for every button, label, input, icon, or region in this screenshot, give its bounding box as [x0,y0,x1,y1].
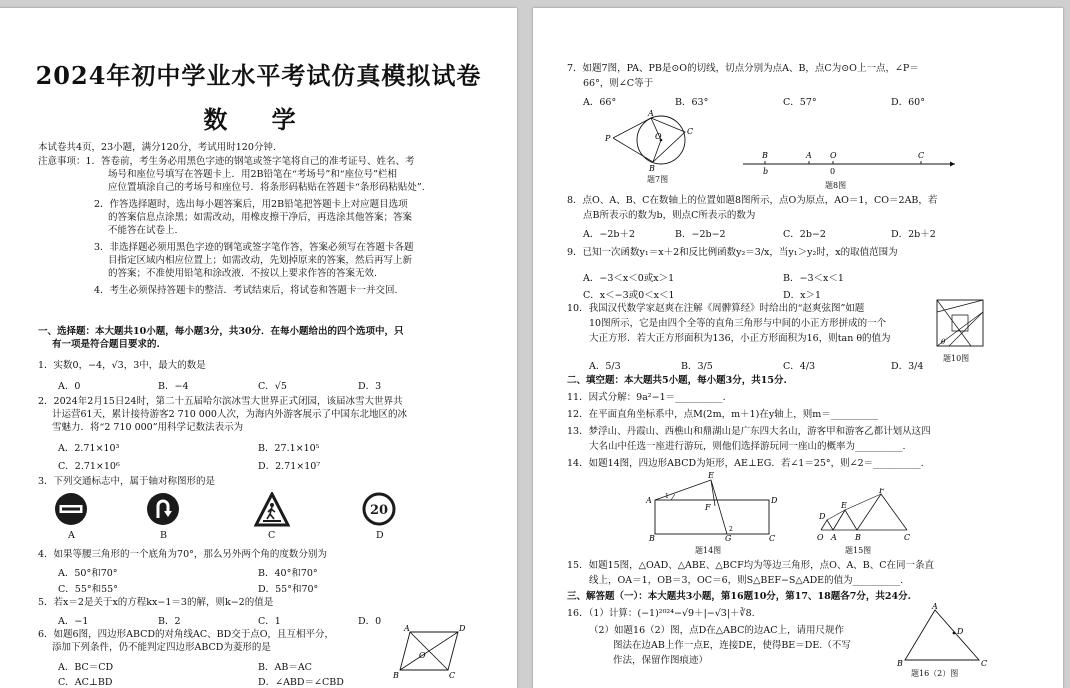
question-6: 添加下列条件，仍不能判定四边形ABCD为菱形的是 [52,642,271,653]
fig14-label: B [649,534,655,542]
fig15-label: O [817,533,824,542]
note-line: 4．考生必须保持答题卡的整洁．考试结束后，将试卷和答题卡一并交回. [94,285,398,296]
q4-option-d: D．55°和70° [258,584,319,595]
q7-option-a: A．66° [583,97,617,108]
fig7-label: O [655,132,662,141]
q10-option-c: C．4/3 [783,361,816,372]
q5-option-c: C．1 [258,616,281,627]
section-heading: 三、解答题（一）：本大题共3小题，第16题10分，第17、18题各7分，共24分. [567,591,911,602]
question-3: 3．下列交通标志中，属于轴对称图形的是 [38,476,216,487]
fig6-label: D [459,624,466,633]
figure-7-circle-tangents [603,108,703,172]
note-line: 不能答在试卷上. [108,225,178,236]
q1-option-b: B．−4 [158,381,189,392]
question-10: 大正方形．若大正方形面积为136，小正方形面积为16，则tan θ的值为 [589,333,891,344]
fig8-zero: 0 [830,167,836,176]
fig15-label: F [879,488,885,495]
note-line: 的答案；不准使用铅笔和涂改液．不按以上要求作答的答案无效. [108,268,378,279]
figure-8-number-line [741,146,961,178]
fig8-label: O [830,151,837,160]
q3-label-c: C [268,530,276,541]
q4-option-b: B．40°和70° [258,568,318,579]
question-4: 4．如果等腰三角形的一个底角为70°，那么另外两个角的度数分别为 [38,549,327,560]
q1-option-a: A．0 [58,381,81,392]
q6-option-b: B．AB＝AC [258,662,312,673]
note-line: 注意事项：1．答卷前，考生务必用黑色字迹的钢笔或签字笔将自己的准考证号、姓名、考 [38,156,415,167]
q3-label-b: B [160,530,167,541]
q8-option-c: C．2b−2 [783,229,826,240]
q2-option-a: A．2.71×10³ [58,443,120,454]
fig14-caption: 题14图 [695,546,722,555]
q7-option-c: C．57° [783,97,817,108]
fig6-label: A [404,624,410,633]
note-line: 场号和座位号填写在答题卡上．用2B铅笔在“考场号”和“座位号”栏相 [108,169,397,180]
figure-10-zhao-shuang-square [935,298,987,350]
q9-option-c: C．x＜−3或0＜x＜1 [583,290,675,301]
speed-limit-value: 20 [369,503,389,518]
fig15-label: E [841,501,847,510]
fig7-label: B [649,164,655,172]
question-16-part1: 16．（1）计算：(−1)²⁰²⁴−√9＋|−√3|＋∛8. [567,608,755,619]
q4-option-a: A．50°和70° [58,568,118,579]
question-8: 8．点O、A、B、C在数轴上的位置如题8图所示，点O为原点，AO＝1，CO＝2AB，若 [567,195,938,206]
q6-option-a: A．BC＝CD [58,662,114,673]
q7-option-b: B．63° [675,97,709,108]
question-15: 线上，OA＝1，OB＝3，OC＝6，则S△BEF−S△ADE的值为__________. [589,575,904,586]
q9-option-d: D．x＞1 [783,290,822,301]
fig14-label: E [708,471,714,480]
q9-option-b: B．−3＜x＜1 [783,273,844,284]
no-entry-sign-icon [54,492,88,526]
fig16-label: A [932,602,938,611]
note-line: 目指定区域内相应位置上；如需改动，先划掉原来的答案，然后再写上新 [108,255,413,266]
section-heading: 有一项是符合题目要求的. [52,339,160,350]
note-line: 2．作答选择题时，选出每小题答案后，用2B铅笔把答题卡上对应题目选项 [94,199,408,210]
fig15-label: C [904,533,911,542]
q10-option-b: B．3/5 [681,361,713,372]
fig8-label: C [918,151,925,160]
exam-title: 2024年初中学业水平考试仿真模拟试卷 [35,61,482,90]
fig14-label: F [705,503,711,512]
fig16-label: B [897,659,903,668]
fig8-label: A [806,151,812,160]
q3-label-d: D [376,530,384,541]
q2-option-d: D．2.71×10⁷ [258,461,321,472]
q8-option-b: B．−2b−2 [675,229,726,240]
question-6: 6．如题6图，四边形ABCD的对角线AC、BD交于点O，且互相平分， [38,629,335,640]
subject-title: 数 学 [203,105,314,134]
fig16-label: C [981,659,988,668]
question-15: 15．如题15图，△OAD、△ABE、△BCF均为等边三角形，点O、A、B、C在同一条直 [567,560,935,571]
fig8-label: b [763,167,769,176]
q4-option-c: C．55°和55° [58,584,118,595]
fig14-label: 2 [729,526,733,533]
question-11: 11．因式分解：9a²−1＝__________. [567,392,726,403]
q8-option-d: D．2b＋2 [891,229,936,240]
speed-limit-sign-icon [362,492,396,526]
question-2: 2．2024年2月15日24时，第二十五届哈尔滨冰雪大世界正式闭园，该届冰雪大世界共 [38,396,403,407]
q10-option-a: A．5/3 [589,361,621,372]
question-7: 66°，则∠C等于 [583,78,654,89]
question-7: 7．如题7图，PA、PB是⊙O的切线，切点分别为点A、B，点C为⊙O上一点，∠P＝ [567,63,919,74]
section-heading: 一、选择题：本大题共10小题，每小题3分，共30分．在每小题给出的四个选项中，只 [38,326,404,337]
q6-option-c: C．AC⊥BD [58,677,113,688]
note-line: 3．非选择题必须用黑色字迹的钢笔或签字笔作答，答案必须写在答题卡各题 [94,242,414,253]
section-heading: 二、填空题：本大题共5小题，每小题3分，共15分. [567,375,787,386]
fig6-label: C [449,671,456,680]
fig15-label: D [819,512,826,521]
fig15-label: A [831,533,837,542]
fig6-label: B [393,671,399,680]
question-5: 5．若x＝2是关于x的方程kx−1＝3的解，则k−2的值是 [38,597,274,608]
q9-option-a: A．−3＜x＜0或x＞1 [583,273,675,284]
fig15-label: B [855,533,861,542]
q3-label-a: A [68,530,75,541]
q5-option-b: B．2 [158,616,181,627]
fig14-label: 1 [665,493,669,500]
question-9: 9．已知一次函数y₁＝x＋2和反比例函数y₂＝3/x，当y₁＞y₂时，x的取值范围为 [567,247,898,258]
figure-15-equilateral-triangles [813,488,913,544]
pedestrian-crossing-sign-icon [254,492,290,528]
q5-option-d: D．0 [358,616,382,627]
figure-16-triangle [895,602,991,668]
question-2: 雪魅力．将“2 710 000”用科学记数法表示为 [52,422,244,433]
question-16-part2: 作法，保留作图痕迹） [613,655,709,666]
question-16-part2: 图法在边AB上作一点E，连接DE，使得BE＝DE.（不写 [613,640,851,651]
fig7-label: C [687,127,694,136]
question-10: 10图所示，它是由四个全等的直角三角形与中间的小正方形拼成的一个 [589,318,887,329]
question-14: 14．如题14图，四边形ABCD为矩形，AE⊥EG．若∠1＝25°，则∠2＝__________. [567,458,924,469]
question-12: 12．在平面直角坐标系中，点M(2m，m＋1)在y轴上，则m＝__________ [567,409,879,420]
note-line: 应位置填涂自己的考场号和座位号．将条形码粘贴在答题卡“条形码粘贴处”. [108,182,425,193]
q1-option-d: D．3 [358,381,382,392]
exam-page-left [0,8,517,688]
fig14-label: G [725,534,732,542]
q10-option-d: D．3/4 [891,361,924,372]
question-10: 10．我国汉代数学家赵爽在注解《周髀算经》时给出的“赵爽弦图”如题 [567,303,865,314]
question-16-part2: （2）如题16（2）图，点D在△ABC的边AC上，请用尺规作 [589,625,845,636]
q1-option-c: C．√5 [258,381,287,392]
q2-option-c: C．2.71×10⁶ [58,461,120,472]
q2-option-b: B．27.1×10⁵ [258,443,320,454]
exam-intro: 本试卷共4页，23小题，满分120分，考试用时120分钟. [38,142,276,153]
q7-option-d: D．60° [891,97,925,108]
fig14-label: D [771,496,778,505]
figure-14-rectangle [643,470,779,542]
question-1: 1．实数0，−4，√3，3中，最大的数是 [38,360,206,371]
fig10-theta: θ [941,338,946,346]
fig16-label: D [957,627,964,636]
q8-option-a: A．−2b＋2 [583,229,635,240]
fig7-label: A [648,109,654,118]
q6-option-d: D．∠ABD＝∠CBD [258,677,344,688]
fig8-caption: 题8图 [825,181,847,190]
figure-6-parallelogram [392,622,472,680]
fig14-label: C [769,534,776,542]
fig14-label: A [646,496,652,505]
question-8: 点B所表示的数为b，则点C所表示的数为 [583,210,756,221]
fig7-label: P [605,134,611,143]
u-turn-sign-icon [146,492,180,526]
exam-page-right [533,8,1063,688]
question-2: 计运营61天，累计接待游客2 710 000人次，为海内外游客展示了中国东北地区的冰 [52,409,407,420]
question-13: 13．梦浮山、丹霞山、西樵山和鼎湖山是广东四大名山，游客甲和游客乙都计划从这四 [567,426,931,437]
fig16-caption: 题16（2）图 [911,669,959,678]
fig10-caption: 题10图 [943,354,970,363]
note-line: 的答案信息点涂黑；如需改动，用橡皮擦干净后，再选涂其他答案；答案 [108,212,413,223]
fig6-label: O [419,651,426,660]
q5-option-a: A．−1 [58,616,89,627]
fig8-label: B [762,151,768,160]
question-13: 大名山中任选一座进行游玩，则他们选择游玩同一座山的概率为__________. [589,441,906,452]
fig15-caption: 题15图 [845,546,872,555]
fig7-caption: 题7图 [647,175,669,184]
